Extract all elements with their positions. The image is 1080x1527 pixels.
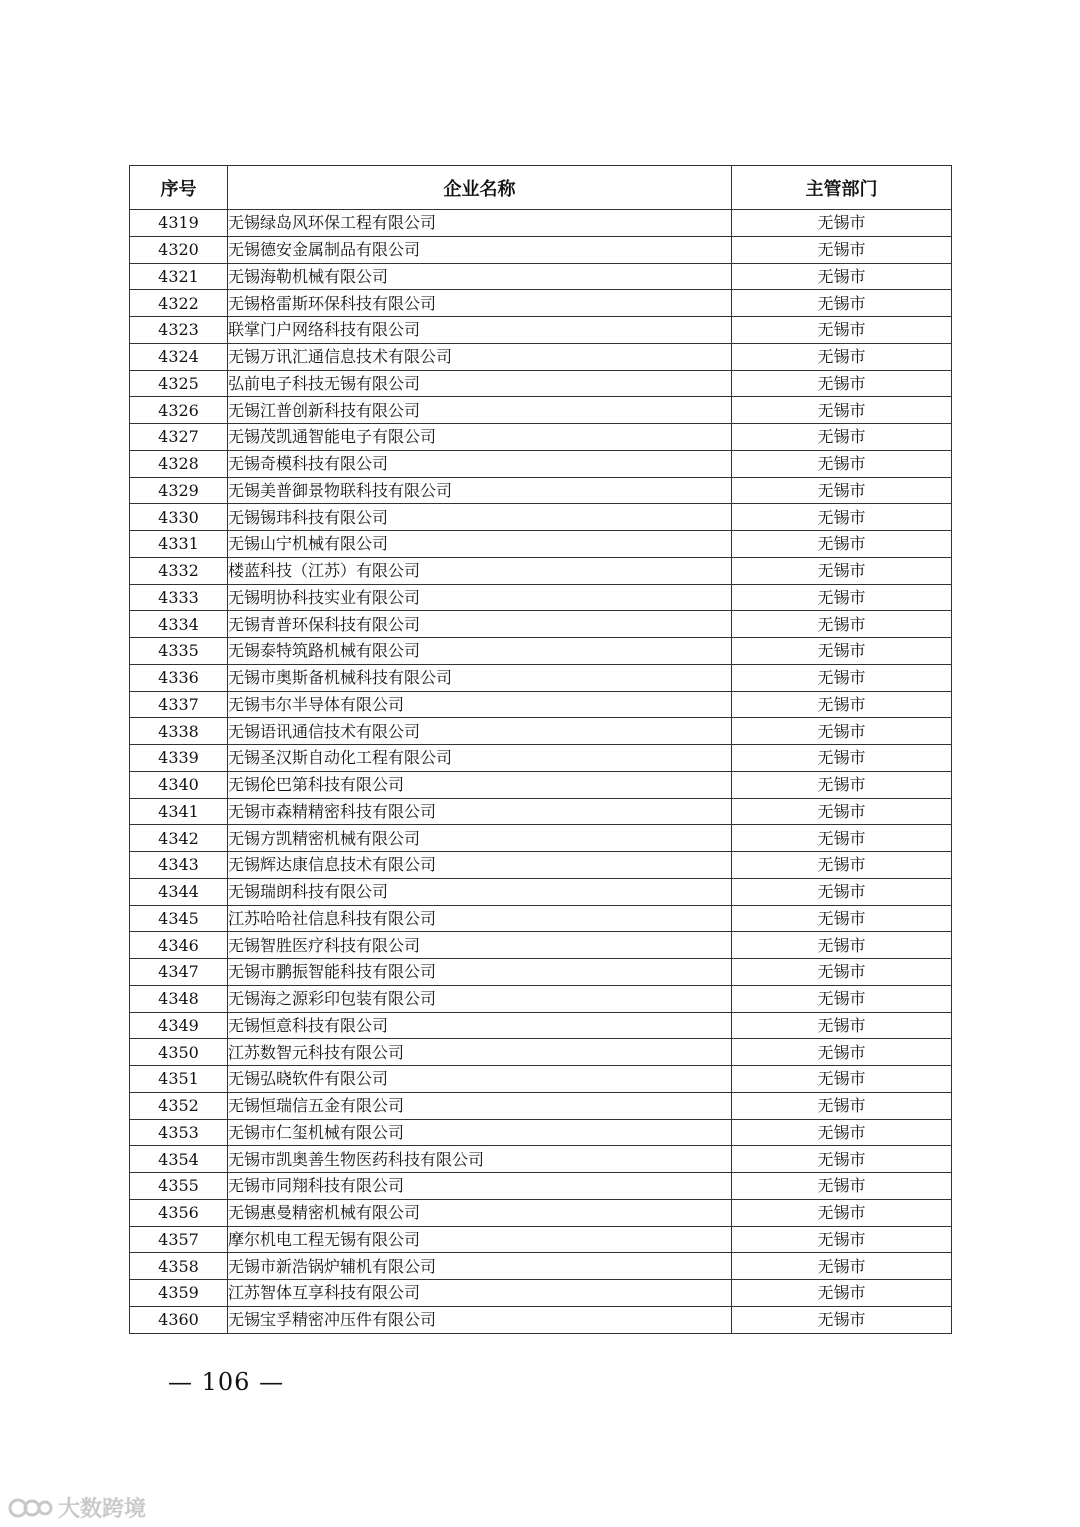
table-row <box>130 1039 952 1066</box>
cell-name: 弘前电子科技无锡有限公司 <box>228 370 732 397</box>
cell-name: 无锡方凯精密机械有限公司 <box>228 825 732 852</box>
cell-no: 4351 <box>130 1066 228 1093</box>
table-row <box>130 1092 952 1119</box>
table-row <box>130 1280 952 1307</box>
cell-dept: 无锡市 <box>732 959 952 986</box>
cell-name: 无锡辉达康信息技术有限公司 <box>228 852 732 879</box>
cell-name: 无锡瑞朗科技有限公司 <box>228 878 732 905</box>
cell-name: 楼蓝科技（江苏）有限公司 <box>228 557 732 584</box>
table-row <box>130 905 952 932</box>
table-row <box>130 397 952 424</box>
cell-name: 无锡明协科技实业有限公司 <box>228 584 732 611</box>
table-row <box>130 1173 952 1200</box>
table-row <box>130 771 952 798</box>
cell-dept: 无锡市 <box>732 1012 952 1039</box>
cell-name: 无锡惠曼精密机械有限公司 <box>228 1199 732 1226</box>
cell-no: 4329 <box>130 477 228 504</box>
cell-dept: 无锡市 <box>732 691 952 718</box>
brand-logo-icon <box>8 1495 54 1521</box>
cell-no: 4343 <box>130 852 228 879</box>
cell-no: 4325 <box>130 370 228 397</box>
table-row <box>130 798 952 825</box>
table-row <box>130 745 952 772</box>
cell-no: 4320 <box>130 236 228 263</box>
cell-dept: 无锡市 <box>732 263 952 290</box>
cell-name: 联掌门户网络科技有限公司 <box>228 317 732 344</box>
cell-dept: 无锡市 <box>732 1146 952 1173</box>
cell-name: 江苏哈哈社信息科技有限公司 <box>228 905 732 932</box>
cell-name: 无锡市新浩锅炉辅机有限公司 <box>228 1253 732 1280</box>
table-row <box>130 638 952 665</box>
cell-dept: 无锡市 <box>732 531 952 558</box>
cell-dept: 无锡市 <box>732 450 952 477</box>
cell-dept: 无锡市 <box>732 1226 952 1253</box>
cell-no: 4347 <box>130 959 228 986</box>
cell-dept: 无锡市 <box>732 424 952 451</box>
cell-no: 4359 <box>130 1280 228 1307</box>
cell-name: 无锡市鹏振智能科技有限公司 <box>228 959 732 986</box>
cell-name: 无锡恒意科技有限公司 <box>228 1012 732 1039</box>
cell-no: 4333 <box>130 584 228 611</box>
table-row <box>130 932 952 959</box>
cell-no: 4353 <box>130 1119 228 1146</box>
cell-dept: 无锡市 <box>732 638 952 665</box>
cell-dept: 无锡市 <box>732 798 952 825</box>
cell-dept: 无锡市 <box>732 504 952 531</box>
table-row <box>130 370 952 397</box>
cell-dept: 无锡市 <box>732 905 952 932</box>
cell-no: 4330 <box>130 504 228 531</box>
page-number: — 106 — <box>168 1368 285 1396</box>
cell-no: 4357 <box>130 1226 228 1253</box>
cell-no: 4354 <box>130 1146 228 1173</box>
table-row <box>130 664 952 691</box>
watermark <box>8 1492 146 1523</box>
cell-dept: 无锡市 <box>732 1199 952 1226</box>
cell-name: 无锡海勒机械有限公司 <box>228 263 732 290</box>
cell-no: 4346 <box>130 932 228 959</box>
cell-no: 4326 <box>130 397 228 424</box>
cell-no: 4319 <box>130 210 228 237</box>
cell-name: 无锡格雷斯环保科技有限公司 <box>228 290 732 317</box>
cell-name: 无锡市森精精密科技有限公司 <box>228 798 732 825</box>
table-row <box>130 878 952 905</box>
table-row <box>130 290 952 317</box>
cell-dept: 无锡市 <box>732 1066 952 1093</box>
cell-no: 4324 <box>130 343 228 370</box>
cell-no: 4339 <box>130 745 228 772</box>
cell-dept: 无锡市 <box>732 825 952 852</box>
header-no: 序号 <box>130 166 228 210</box>
cell-dept: 无锡市 <box>732 343 952 370</box>
cell-no: 4321 <box>130 263 228 290</box>
table-row <box>130 236 952 263</box>
cell-dept: 无锡市 <box>732 664 952 691</box>
cell-name: 无锡圣汉斯自动化工程有限公司 <box>228 745 732 772</box>
cell-name: 无锡锡玮科技有限公司 <box>228 504 732 531</box>
cell-no: 4360 <box>130 1306 228 1333</box>
header-dept: 主管部门 <box>732 166 952 210</box>
cell-no: 4345 <box>130 905 228 932</box>
cell-name: 江苏智体互享科技有限公司 <box>228 1280 732 1307</box>
table-row <box>130 1066 952 1093</box>
cell-name: 无锡泰特筑路机械有限公司 <box>228 638 732 665</box>
cell-no: 4349 <box>130 1012 228 1039</box>
table-row <box>130 450 952 477</box>
cell-name: 无锡伦巴第科技有限公司 <box>228 771 732 798</box>
cell-no: 4340 <box>130 771 228 798</box>
cell-name: 无锡宝孚精密冲压件有限公司 <box>228 1306 732 1333</box>
table-header-row <box>130 166 952 210</box>
cell-no: 4332 <box>130 557 228 584</box>
cell-name: 无锡韦尔半导体有限公司 <box>228 691 732 718</box>
cell-dept: 无锡市 <box>732 1119 952 1146</box>
table-row <box>130 959 952 986</box>
cell-name: 无锡青普环保科技有限公司 <box>228 611 732 638</box>
cell-dept: 无锡市 <box>732 397 952 424</box>
cell-no: 4322 <box>130 290 228 317</box>
cell-name: 无锡江普创新科技有限公司 <box>228 397 732 424</box>
cell-no: 4355 <box>130 1173 228 1200</box>
table-row <box>130 504 952 531</box>
table-row <box>130 1146 952 1173</box>
cell-name: 无锡智胜医疗科技有限公司 <box>228 932 732 959</box>
cell-no: 4341 <box>130 798 228 825</box>
cell-name: 无锡市仁玺机械有限公司 <box>228 1119 732 1146</box>
cell-no: 4358 <box>130 1253 228 1280</box>
cell-no: 4344 <box>130 878 228 905</box>
table-row <box>130 718 952 745</box>
cell-name: 无锡弘晓软件有限公司 <box>228 1066 732 1093</box>
table-row <box>130 852 952 879</box>
header-name: 企业名称 <box>228 166 732 210</box>
table-row <box>130 691 952 718</box>
cell-name: 无锡市同翔科技有限公司 <box>228 1173 732 1200</box>
cell-dept: 无锡市 <box>732 878 952 905</box>
table-row <box>130 611 952 638</box>
cell-no: 4334 <box>130 611 228 638</box>
cell-name: 无锡美普御景物联科技有限公司 <box>228 477 732 504</box>
cell-dept: 无锡市 <box>732 370 952 397</box>
cell-dept: 无锡市 <box>732 852 952 879</box>
table-row <box>130 1226 952 1253</box>
table-row <box>130 343 952 370</box>
cell-dept: 无锡市 <box>732 1280 952 1307</box>
cell-name: 无锡语讯通信技术有限公司 <box>228 718 732 745</box>
table-row <box>130 210 952 237</box>
cell-dept: 无锡市 <box>732 477 952 504</box>
table-row <box>130 1012 952 1039</box>
table-row <box>130 1119 952 1146</box>
cell-no: 4352 <box>130 1092 228 1119</box>
cell-no: 4337 <box>130 691 228 718</box>
table-row <box>130 557 952 584</box>
table-row <box>130 477 952 504</box>
cell-dept: 无锡市 <box>732 745 952 772</box>
cell-dept: 无锡市 <box>732 718 952 745</box>
cell-dept: 无锡市 <box>732 584 952 611</box>
cell-dept: 无锡市 <box>732 771 952 798</box>
enterprise-table <box>129 165 952 1334</box>
cell-name: 摩尔机电工程无锡有限公司 <box>228 1226 732 1253</box>
table-row <box>130 317 952 344</box>
cell-no: 4342 <box>130 825 228 852</box>
table-row <box>130 263 952 290</box>
cell-name: 无锡奇模科技有限公司 <box>228 450 732 477</box>
cell-name: 无锡绿岛风环保工程有限公司 <box>228 210 732 237</box>
table-row <box>130 1306 952 1333</box>
cell-dept: 无锡市 <box>732 210 952 237</box>
cell-no: 4356 <box>130 1199 228 1226</box>
cell-dept: 无锡市 <box>732 985 952 1012</box>
cell-dept: 无锡市 <box>732 290 952 317</box>
cell-name: 无锡恒瑞信五金有限公司 <box>228 1092 732 1119</box>
cell-no: 4331 <box>130 531 228 558</box>
cell-dept: 无锡市 <box>732 557 952 584</box>
cell-no: 4328 <box>130 450 228 477</box>
table-row <box>130 584 952 611</box>
table-row <box>130 825 952 852</box>
cell-dept: 无锡市 <box>732 1039 952 1066</box>
cell-dept: 无锡市 <box>732 932 952 959</box>
cell-name: 无锡市凯奥善生物医药科技有限公司 <box>228 1146 732 1173</box>
cell-name: 无锡山宁机械有限公司 <box>228 531 732 558</box>
cell-no: 4338 <box>130 718 228 745</box>
cell-dept: 无锡市 <box>732 1173 952 1200</box>
cell-name: 无锡茂凯通智能电子有限公司 <box>228 424 732 451</box>
cell-no: 4350 <box>130 1039 228 1066</box>
table-body <box>130 210 952 1334</box>
cell-dept: 无锡市 <box>732 1092 952 1119</box>
table-row <box>130 1199 952 1226</box>
cell-name: 无锡海之源彩印包装有限公司 <box>228 985 732 1012</box>
cell-name: 无锡万讯汇通信息技术有限公司 <box>228 343 732 370</box>
cell-name: 江苏数智元科技有限公司 <box>228 1039 732 1066</box>
cell-no: 4335 <box>130 638 228 665</box>
table-row <box>130 1253 952 1280</box>
cell-dept: 无锡市 <box>732 1253 952 1280</box>
cell-no: 4336 <box>130 664 228 691</box>
table-row <box>130 985 952 1012</box>
cell-dept: 无锡市 <box>732 611 952 638</box>
cell-no: 4323 <box>130 317 228 344</box>
table-row <box>130 424 952 451</box>
watermark-text: 大数跨境 <box>58 1497 147 1522</box>
cell-dept: 无锡市 <box>732 317 952 344</box>
cell-no: 4327 <box>130 424 228 451</box>
cell-name: 无锡德安金属制品有限公司 <box>228 236 732 263</box>
table-row <box>130 531 952 558</box>
cell-dept: 无锡市 <box>732 1306 952 1333</box>
cell-dept: 无锡市 <box>732 236 952 263</box>
cell-name: 无锡市奥斯备机械科技有限公司 <box>228 664 732 691</box>
cell-no: 4348 <box>130 985 228 1012</box>
